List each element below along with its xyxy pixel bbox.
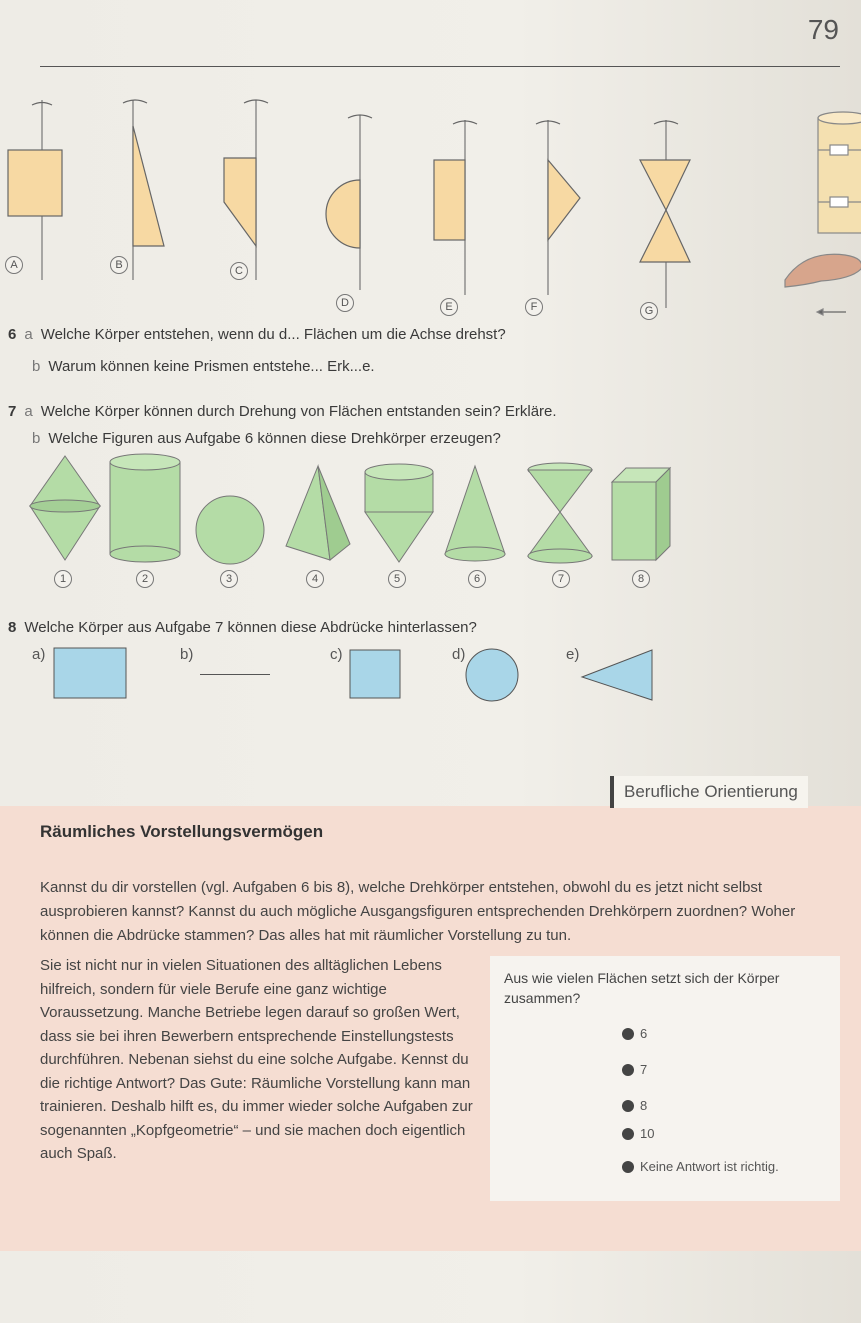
imprint-b-line — [200, 674, 270, 675]
figure-label-d: D — [336, 294, 354, 312]
imprint-label-a: a) — [32, 646, 46, 663]
imprint-label-b: b) — [180, 646, 194, 663]
option-7: 7 — [640, 1062, 648, 1077]
solid-label-2: 2 — [136, 570, 154, 588]
figure-label-b: B — [110, 256, 128, 274]
solid-label-7: 7 — [552, 570, 570, 588]
solid-label-1: 1 — [54, 570, 72, 588]
solid-label-6: 6 — [468, 570, 486, 588]
page-number: 79 — [807, 14, 839, 45]
imprint-c-square — [350, 650, 400, 698]
figure-label-g: G — [640, 302, 658, 320]
figure-f — [536, 120, 580, 295]
option-none-bullet — [622, 1161, 634, 1173]
career-box-label: Berufliche Orientierung — [610, 776, 808, 808]
figure-label-e: E — [440, 298, 458, 316]
solid-7-double-cone-apex — [528, 463, 592, 563]
solid-1-double-cone — [30, 456, 100, 560]
figure-label-c: C — [230, 262, 248, 280]
solid-8-cuboid — [612, 468, 670, 560]
solid-label-3: 3 — [220, 570, 238, 588]
figure-g — [640, 120, 690, 308]
option-10: 10 — [640, 1126, 655, 1141]
imprint-d-circle — [466, 649, 518, 701]
quiz-question: Aus wie vielen Flächen setzt sich der Körper zusammen? — [504, 970, 780, 1006]
figure-e — [434, 120, 477, 295]
task-7a: 7 a Welche Körper können durch Drehung von Flächen entstanden sein? Erkläre. — [8, 403, 557, 420]
option-6-bullet — [622, 1028, 634, 1040]
solid-4-pyramid — [286, 466, 350, 560]
figure-d — [326, 115, 372, 290]
solid-2-cylinder — [110, 454, 180, 562]
task-8: 8 Welche Körper aus Aufgabe 7 können diese Abdrücke hinterlassen? — [8, 619, 477, 636]
quiz-panel — [490, 956, 840, 1201]
task-6b: b Warum können keine Prismen entstehe... Erk...e. — [32, 358, 375, 375]
option-none: Keine Antwort ist richtig. — [640, 1159, 779, 1174]
option-8: 8 — [640, 1098, 648, 1113]
imprint-label-e: e) — [566, 646, 580, 663]
solid-5-cylinder-cone — [365, 464, 433, 562]
figure-label-a: A — [5, 256, 23, 274]
task-7b: b Welche Figuren aus Aufgabe 6 können diese Drehkörper erzeugen? — [32, 430, 501, 447]
imprint-label-c: c) — [330, 646, 343, 663]
figure-c — [224, 100, 268, 280]
imprint-e-triangle — [582, 650, 652, 700]
career-box-intro: Kannst du dir vorstellen (vgl. Aufgaben 6 bis 8), welche Drehkörper entstehen, obwohl du es jetzt nicht selbst ausprobieren kannst? Kannst du auch mögliche Ausgangsfiguren entsprechenden Drehkörpern zuordnen? Woher können die Abdrücke stammen? Das alles hat mit räumlicher Vorstellung zu tun. — [40, 879, 796, 944]
figure-b — [123, 100, 164, 280]
career-box-body: Sie ist nicht nur in vielen Situationen des alltäglichen Lebens hilfreich, sondern für viele Berufe eine ganz wichtige Voraussetzung. Manche Betriebe legen darauf so großen Wert, dass sie bei ihren Bewerbern entsprechende Einstellungstests durchführen. Nebenan siehst du eine solche Aufgabe. Kennst du die richtige Antwort? Das Gute: Räumliche Vorstellung kann man trainieren. Deshalb hilft es, du immer wieder solche Aufgaben zur sogenannten „Kopfgeometrie“ – und sie machen doch eigentlich auch Spaß. — [40, 957, 473, 1162]
imprint-a-rectangle — [54, 648, 126, 698]
cylinder-hand-illustration — [785, 112, 861, 315]
career-box-title: Räumliches Vorstellungsvermögen — [40, 822, 324, 841]
solid-6-cone — [445, 466, 505, 561]
solid-3-sphere — [196, 496, 264, 564]
imprint-label-d: d) — [452, 646, 466, 663]
task-6a: 6 a Welche Körper entstehen, wenn du d... Flächen um die Achse drehst? — [8, 326, 506, 343]
figure-a — [8, 100, 62, 280]
solid-label-4: 4 — [306, 570, 324, 588]
solid-label-5: 5 — [388, 570, 406, 588]
option-8-bullet — [622, 1100, 634, 1112]
figure-label-f: F — [525, 298, 543, 316]
solid-label-8: 8 — [632, 570, 650, 588]
option-10-bullet — [622, 1128, 634, 1140]
option-7-bullet — [622, 1064, 634, 1076]
option-6: 6 — [640, 1026, 648, 1041]
